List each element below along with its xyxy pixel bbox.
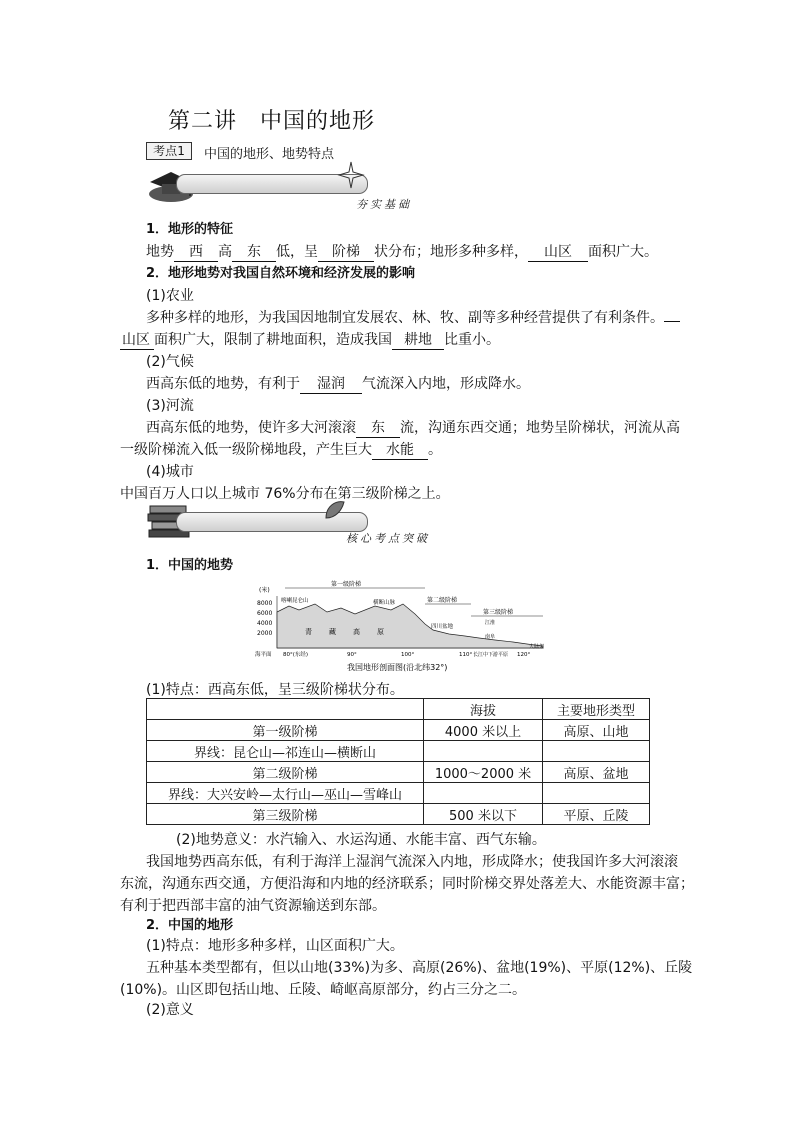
answer-blank: 湿润 xyxy=(300,376,362,394)
paragraph-line: (10%)。山区即包括山地、丘陵、崎岖高原部分，约占三分之二。 xyxy=(120,982,527,998)
text-span: 低，呈 xyxy=(276,244,318,260)
terrain-steps-table xyxy=(146,698,650,825)
text-line xyxy=(120,440,680,460)
table-cell: 第一级阶梯 xyxy=(147,720,424,741)
text-span: 一级阶梯流入低一级阶梯地段，产生巨大 xyxy=(120,442,372,458)
sparkle-icon xyxy=(336,160,366,190)
y-unit: (米) xyxy=(259,587,270,594)
text-span: 流，沟通东西交通；地势呈阶梯状，河流从高 xyxy=(400,420,680,436)
answer-blank: 东 xyxy=(232,244,276,262)
table-cell: 界线：昆仑山—祁连山—横断山 xyxy=(147,741,424,762)
text-span: 面积广大，限制了耕地面积，造成我国 xyxy=(154,332,392,348)
x-tick: 90° xyxy=(347,652,357,658)
answer-blank: 阶梯 xyxy=(318,244,374,262)
table-row xyxy=(147,762,650,783)
table-cell: 平原、丘陵 xyxy=(543,804,650,825)
kaodian-tag xyxy=(146,142,192,160)
plateau-char: 高 xyxy=(353,628,360,636)
sub-heading: (4)城市 xyxy=(146,464,194,480)
place-label: 四川盆地 xyxy=(431,624,454,630)
paragraph-line: 有利于把西部丰富的油气资源输送到东部。 xyxy=(120,898,386,914)
text-span: 地势 xyxy=(146,244,174,260)
text-span: 面积广大。 xyxy=(588,244,658,260)
sub-heading: (1)农业 xyxy=(146,288,194,304)
table-header-cell: 海拔 xyxy=(424,699,543,720)
step-label: 第一级阶梯 xyxy=(331,581,362,588)
x-tick: 100° xyxy=(401,652,415,658)
text-span: 多种多样的地形，为我国因地制宜发展农、林、牧、副等多种经营提供了有利条件。 xyxy=(146,310,664,326)
table-header-row xyxy=(147,699,650,720)
section-heading: 1．地形的特征 xyxy=(146,222,234,237)
paragraph-line: 五种基本类型都有，但以山地(33%)为多、高原(26%)、盆地(19%)、平原(12%)、丘陵 xyxy=(146,960,693,976)
annot-label: 南阜 xyxy=(485,634,496,640)
answer-blank: 山区 xyxy=(528,244,588,262)
plateau-char: 原 xyxy=(377,628,384,636)
answer-blank: 山区 xyxy=(120,332,154,350)
answer-blank: 东 xyxy=(356,420,400,438)
table-cell xyxy=(543,783,650,804)
leaf-icon xyxy=(322,498,348,522)
banner-core-label: 核心考点突破 xyxy=(346,532,430,545)
answer-blank: 西 xyxy=(174,244,218,262)
text-span: 比重小。 xyxy=(444,332,500,348)
table-cell: 高原、山地 xyxy=(543,720,650,741)
sub-heading: (2)意义 xyxy=(146,1002,194,1018)
table-cell xyxy=(424,741,543,762)
banner-basics-label: 夯实基础 xyxy=(356,198,412,211)
text-line: 中国百万人口以上城市 76%分布在第三级阶梯之上。 xyxy=(120,486,450,502)
kaodian-title: 中国的地形、地势特点 xyxy=(204,147,335,162)
text-span: 高 xyxy=(218,244,232,260)
table-row xyxy=(147,741,650,762)
section-heading: 2．中国的地形 xyxy=(146,918,234,933)
text-span: 状分布；地形多种多样， xyxy=(374,244,528,260)
y-tick: 6000 xyxy=(257,610,273,617)
x-tick: 120° xyxy=(517,652,531,658)
paragraph-line: 东流，沟通东西交通，方便沿海和内地的经济联系；同时阶梯交界处落差大、水能资源丰富； xyxy=(120,876,694,892)
terrain-profile-svg xyxy=(255,578,545,678)
answer-blank xyxy=(664,321,680,322)
figure-caption: 我国地形剖面图(沿北纬32°) xyxy=(347,663,448,672)
text-line xyxy=(120,330,680,350)
feature-text: (1)特点：地形多种多样，山区面积广大。 xyxy=(146,938,404,954)
answer-blank: 水能 xyxy=(372,442,428,460)
table-cell: 第三级阶梯 xyxy=(147,804,424,825)
table-cell: 第二级阶梯 xyxy=(147,762,424,783)
table-cell: 1000～2000 米 xyxy=(424,762,543,783)
place-label: 长江中下游平原 xyxy=(473,652,509,658)
plateau-char: 青 xyxy=(305,628,312,636)
banner-core xyxy=(146,496,446,546)
text-span: 。 xyxy=(428,442,442,458)
y-tick: 8000 xyxy=(257,600,273,607)
text-line xyxy=(146,308,706,328)
table-cell xyxy=(424,783,543,804)
terrain-profile-figure xyxy=(255,578,545,678)
y-tick: 4000 xyxy=(257,620,273,627)
text-span: 西高东低的地势，有利于 xyxy=(146,376,300,392)
table-cell: 高原、盆地 xyxy=(543,762,650,783)
table-cell xyxy=(543,741,650,762)
plateau-char: 藏 xyxy=(329,628,336,636)
place-label: 江淮 xyxy=(485,620,496,626)
sub-heading: (2)气候 xyxy=(146,354,194,370)
kaodian-num: 1 xyxy=(177,144,185,158)
step-label: 第三级阶梯 xyxy=(483,609,514,616)
table-header-cell xyxy=(147,699,424,720)
table-header-cell: 主要地形类型 xyxy=(543,699,650,720)
sub-heading: (3)河流 xyxy=(146,398,194,414)
table-cell: 界线：大兴安岭—太行山—巫山—雪峰山 xyxy=(147,783,424,804)
x-tick: 80°(东经) xyxy=(283,652,309,658)
meaning-text: (2)地势意义：水汽输入、水运沟通、水能丰富、西气东输。 xyxy=(176,832,546,848)
place-label: 横断山脉 xyxy=(373,600,396,606)
paragraph-line: 我国地势西高东低，有利于海洋上湿润气流深入内地，形成降水；使我国许多大河滚滚 xyxy=(146,854,678,870)
text-span: 气流深入内地，形成降水。 xyxy=(362,376,530,392)
banner-basics xyxy=(146,160,446,210)
page-title: 第二讲 中国的地形 xyxy=(168,109,376,134)
x-tick: 110° xyxy=(459,652,473,658)
table-row xyxy=(147,720,650,741)
text-span: 西高东低的地势，使许多大河滚滚 xyxy=(146,420,356,436)
feature-text: (1)特点：西高东低，呈三级阶梯状分布。 xyxy=(146,682,404,698)
text-line xyxy=(146,374,706,394)
kaodian-tag-label: 考点 xyxy=(153,144,178,158)
table-cell: 500 米以下 xyxy=(424,804,543,825)
section-heading: 2．地形地势对我国自然环境和经济发展的影响 xyxy=(146,266,416,281)
section-heading: 1．中国的地势 xyxy=(146,558,234,573)
place-label: 大陆架 xyxy=(529,644,545,650)
step-label: 第二级阶梯 xyxy=(427,597,458,604)
table-row xyxy=(147,783,650,804)
y-tick: 2000 xyxy=(257,630,273,637)
answer-blank: 耕地 xyxy=(392,332,444,350)
text-line xyxy=(146,242,706,262)
text-line xyxy=(146,418,706,438)
table-cell: 4000 米以上 xyxy=(424,720,543,741)
sea-level-label: 海平面 xyxy=(255,652,272,658)
place-label: 喀喇昆仑山 xyxy=(281,598,309,604)
table-row xyxy=(147,804,650,825)
